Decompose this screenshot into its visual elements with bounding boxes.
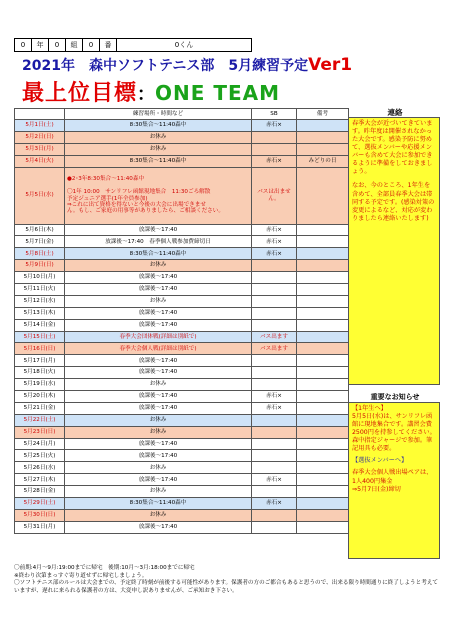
schedule-row xyxy=(15,509,349,521)
schedule-note xyxy=(297,295,349,307)
goal-heading xyxy=(22,76,352,104)
schedule-text: 放課後～17:40 xyxy=(65,521,252,533)
schedule-date: 5月16日(日) xyxy=(15,343,65,355)
schedule-text: 春季大会個人戦(詳細は別紙で) xyxy=(65,343,252,355)
schedule-note xyxy=(297,224,349,236)
schedule-date: 5月28日(金) xyxy=(15,486,65,498)
schedule-sb: 赤石× xyxy=(252,391,297,403)
schedule-date: 5月22日(土) xyxy=(15,414,65,426)
schedule-date: 5月17日(月) xyxy=(15,355,65,367)
notice-selected-heading: 【選抜メンバーへ】 xyxy=(352,457,408,465)
schedule-text: お休み xyxy=(65,131,252,143)
schedule-note xyxy=(297,379,349,391)
schedule-date: 5月5日(水) xyxy=(15,167,65,224)
schedule-text: 春季大会団体戦(詳細は別紙で) xyxy=(65,331,252,343)
schedule-text: 放課後～17:40 xyxy=(65,450,252,462)
schedule-note xyxy=(297,509,349,521)
schedule-date: 5月4日(火) xyxy=(15,155,65,167)
schedule-date: 5月12日(水) xyxy=(15,295,65,307)
renraku-paragraph-2: なお、今のところ、1年生を含めて、全部員春季大会は帯同する予定です。(感染対策の変更によるなど、対応が変わりましたら連絡いたします) xyxy=(352,182,435,222)
schedule-sb xyxy=(252,284,297,296)
number-value: 0 xyxy=(83,39,100,52)
schedule-note xyxy=(297,284,349,296)
schedule-sb: バス出ます xyxy=(252,343,297,355)
schedule-note xyxy=(297,120,349,132)
schedule-sb xyxy=(252,272,297,284)
schedule-row xyxy=(15,414,349,426)
schedule-sb: 赤石× xyxy=(252,402,297,414)
schedule-sb: 赤石× xyxy=(252,236,297,248)
schedule-date: 5月6日(木) xyxy=(15,224,65,236)
schedule-row xyxy=(15,367,349,379)
schedule-note xyxy=(297,391,349,403)
schedule-note xyxy=(297,307,349,319)
schedule-sb xyxy=(252,438,297,450)
schedule-row xyxy=(15,224,349,236)
schedule-date: 5月27日(木) xyxy=(15,474,65,486)
schedule-row xyxy=(15,521,349,533)
schedule-row xyxy=(15,474,349,486)
schedule-row xyxy=(15,120,349,132)
schedule-sb xyxy=(252,367,297,379)
footer-notes xyxy=(14,565,438,595)
schedule-text: 放課後～17:40 xyxy=(65,319,252,331)
schedule-date: 5月25日(火) xyxy=(15,450,65,462)
footer-line-1: 〇前期:4月～9月:19:00までに帰宅 後期:10月～3月:18:00までに帰宅 xyxy=(14,565,195,571)
schedule-date: 5月2日(日) xyxy=(15,131,65,143)
schedule-row xyxy=(15,272,349,284)
renraku-paragraph-1: 春季大会が近づいてきています。昨年度は開催されなかった大会です。感染予防に努めて、選抜メンバーや応援メンバーも含めて大会に参加できるように準備をしておきましょう。 xyxy=(352,120,433,176)
schedule-sb: 赤石× xyxy=(252,120,297,132)
grade-value: 0 xyxy=(15,39,32,52)
schedule-note xyxy=(297,474,349,486)
schedule-note xyxy=(297,414,349,426)
schedule-note xyxy=(297,131,349,143)
schedule-note xyxy=(297,450,349,462)
schedule-text: 放課後～17:40 xyxy=(65,391,252,403)
schedule-text: 8:30集合～11:40森中 xyxy=(65,120,252,132)
schedule-row xyxy=(15,426,349,438)
schedule-row xyxy=(15,498,349,510)
schedule-sb xyxy=(252,462,297,474)
schedule-row xyxy=(15,167,349,224)
number-label: 番 xyxy=(100,39,117,52)
schedule-date: 5月11日(火) xyxy=(15,284,65,296)
schedule-date: 5月7日(金) xyxy=(15,236,65,248)
schedule-text: 放課後～17:40 xyxy=(65,284,252,296)
schedule-row xyxy=(15,319,349,331)
schedule-text: 8:30集合～11:40森中 xyxy=(65,248,252,260)
schedule-text: 放課後～17:40 xyxy=(65,367,252,379)
schedule-text: 8:30集合～11:40森中 xyxy=(65,498,252,510)
header-place: 練習場所・時間など xyxy=(65,109,252,120)
schedule-sb xyxy=(252,521,297,533)
schedule-sb: バス出ます xyxy=(252,331,297,343)
schedule-sb: バスは出ませ ん。 xyxy=(252,167,297,224)
schedule-text: 放課後～17:40 xyxy=(65,402,252,414)
schedule-note xyxy=(297,331,349,343)
schedule-sb xyxy=(252,426,297,438)
schedule-sb xyxy=(252,379,297,391)
schedule-note xyxy=(297,367,349,379)
schedule-date: 5月31日(月) xyxy=(15,521,65,533)
schedule-date: 5月8日(土) xyxy=(15,248,65,260)
title-text: 2021年 森中ソフトテニス部 5月練習予定 xyxy=(22,58,309,74)
schedule-sb xyxy=(252,414,297,426)
schedule-date: 5月26日(水) xyxy=(15,462,65,474)
schedule-date: 5月21日(金) xyxy=(15,402,65,414)
schedule-row xyxy=(15,462,349,474)
schedule-text: 放課後～17:40 xyxy=(65,307,252,319)
schedule-text: 放課後～17:40 xyxy=(65,272,252,284)
schedule-row xyxy=(15,486,349,498)
goal-colon: ： xyxy=(137,84,156,105)
schedule-note xyxy=(297,355,349,367)
schedule-sb xyxy=(252,450,297,462)
schedule-text: ●2･3年8:30集合～11:40森中 〇1年 10:00 サンリフレ函館現地集合 11:30ごろ解散 予定ジュニア選手(1年全員参加) ⇒これに出て資格を得ないと今後の大会に出場できませ ん。もし、ご家庭の用事等がありましたら、ご相談ください。 xyxy=(65,167,252,224)
schedule-table xyxy=(14,108,349,534)
schedule-note xyxy=(297,521,349,533)
schedule-text: お休み xyxy=(65,143,252,155)
schedule-row xyxy=(15,155,349,167)
schedule-note xyxy=(297,248,349,260)
notice-panel xyxy=(348,402,440,559)
schedule-text: 放課後～17:40 xyxy=(65,355,252,367)
schedule-row xyxy=(15,248,349,260)
schedule-note xyxy=(297,402,349,414)
schedule-text: 8:30集合～11:40森中 xyxy=(65,155,252,167)
schedule-row xyxy=(15,331,349,343)
schedule-row xyxy=(15,236,349,248)
schedule-date: 5月29日(土) xyxy=(15,498,65,510)
schedule-date: 5月10日(月) xyxy=(15,272,65,284)
schedule-row xyxy=(15,343,349,355)
page-title xyxy=(22,55,352,75)
schedule-row xyxy=(15,438,349,450)
student-name: 0くん xyxy=(117,39,252,52)
notice-first-year: 【1年生へ】 5月5日(水)は、サンリフレ函館に現地集合です。講習会費2500円を持参してください。森中指定ジャージで参加。筆記用具も必要。 xyxy=(352,405,436,453)
schedule-sb xyxy=(252,260,297,272)
schedule-note xyxy=(297,167,349,224)
schedule-note xyxy=(297,236,349,248)
schedule-note xyxy=(297,462,349,474)
schedule-sb xyxy=(252,486,297,498)
class-label: 組 xyxy=(66,39,83,52)
schedule-text: 放課後～17:40 xyxy=(65,438,252,450)
table-header-row xyxy=(15,109,349,120)
schedule-note xyxy=(297,486,349,498)
renraku-heading: 連絡 xyxy=(387,108,403,117)
schedule-date: 5月9日(日) xyxy=(15,260,65,272)
schedule-date: 5月13日(木) xyxy=(15,307,65,319)
schedule-sb xyxy=(252,143,297,155)
schedule-sb xyxy=(252,319,297,331)
schedule-text: お休み xyxy=(65,414,252,426)
notice-heading: 重要なお知らせ xyxy=(370,393,420,401)
schedule-row xyxy=(15,307,349,319)
schedule-sb: 赤石× xyxy=(252,155,297,167)
student-id-row xyxy=(14,38,252,52)
schedule-text: お休み xyxy=(65,379,252,391)
schedule-sb xyxy=(252,307,297,319)
schedule-text: 放課後～17:40 春季個人戦参加費締切日 xyxy=(65,236,252,248)
schedule-row xyxy=(15,355,349,367)
footer-line-2: ※終わり次第まっすぐ寄り道せずに帰宅しましょう。 xyxy=(14,572,148,579)
schedule-date: 5月1日(土) xyxy=(15,120,65,132)
schedule-text: お休み xyxy=(65,462,252,474)
schedule-note: みどりの日 xyxy=(297,155,349,167)
goal-text: ONE TEAM xyxy=(155,81,281,105)
schedule-note xyxy=(297,319,349,331)
header-sb: SB xyxy=(252,109,297,120)
schedule-text: お休み xyxy=(65,509,252,521)
header-note: 備考 xyxy=(297,109,349,120)
schedule-text: お休み xyxy=(65,486,252,498)
schedule-text: 放課後～17:40 xyxy=(65,224,252,236)
schedule-sb: 赤石× xyxy=(252,248,297,260)
schedule-row xyxy=(15,295,349,307)
schedule-row xyxy=(15,379,349,391)
schedule-note xyxy=(297,343,349,355)
schedule-sb: 赤石× xyxy=(252,224,297,236)
schedule-date: 5月14日(金) xyxy=(15,319,65,331)
schedule-sb: 赤石× xyxy=(252,498,297,510)
goal-label: 最上位目標 xyxy=(22,81,138,106)
schedule-date: 5月18日(火) xyxy=(15,367,65,379)
schedule-date: 5月19日(水) xyxy=(15,379,65,391)
grade-label: 年 xyxy=(32,39,49,52)
schedule-date: 5月15日(土) xyxy=(15,331,65,343)
schedule-row xyxy=(15,450,349,462)
schedule-date: 5月20日(木) xyxy=(15,391,65,403)
schedule-note xyxy=(297,438,349,450)
footer-line-3: 〇ソフトテニス部のルールは大会までの、予定終了時刻が前後する可能性があります。保護者の方のご都合もあると思うので、出来る限り時間通りに終了しようと考えていますが、遅れに来られる保護者の方は、大変申し訳ありませんが、ご承知おき下さい。 xyxy=(14,580,439,594)
schedule-text: お休み xyxy=(65,295,252,307)
schedule-row xyxy=(15,402,349,414)
schedule-note xyxy=(297,272,349,284)
schedule-date: 5月30日(日) xyxy=(15,509,65,521)
schedule-row xyxy=(15,143,349,155)
renraku-panel xyxy=(348,117,440,385)
schedule-text: お休み xyxy=(65,260,252,272)
version-label: Ver1 xyxy=(308,55,353,75)
schedule-text: お休み xyxy=(65,426,252,438)
schedule-note xyxy=(297,426,349,438)
schedule-row xyxy=(15,391,349,403)
header-date xyxy=(15,109,65,120)
schedule-row xyxy=(15,260,349,272)
schedule-text: 放課後～17:40 xyxy=(65,474,252,486)
schedule-date: 5月3日(月) xyxy=(15,143,65,155)
schedule-note xyxy=(297,143,349,155)
schedule-sb xyxy=(252,355,297,367)
schedule-date: 5月24日(月) xyxy=(15,438,65,450)
schedule-sb xyxy=(252,509,297,521)
schedule-note xyxy=(297,260,349,272)
schedule-date: 5月23日(日) xyxy=(15,426,65,438)
schedule-row xyxy=(15,131,349,143)
schedule-sb xyxy=(252,131,297,143)
schedule-row xyxy=(15,284,349,296)
schedule-sb: 赤石× xyxy=(252,474,297,486)
class-value: 0 xyxy=(49,39,66,52)
schedule-note xyxy=(297,498,349,510)
notice-selected-body: 春季大会個人戦出場ペアは、1人400円集金 ⇒5月7日(金)締切 xyxy=(352,469,433,493)
schedule-sb xyxy=(252,295,297,307)
